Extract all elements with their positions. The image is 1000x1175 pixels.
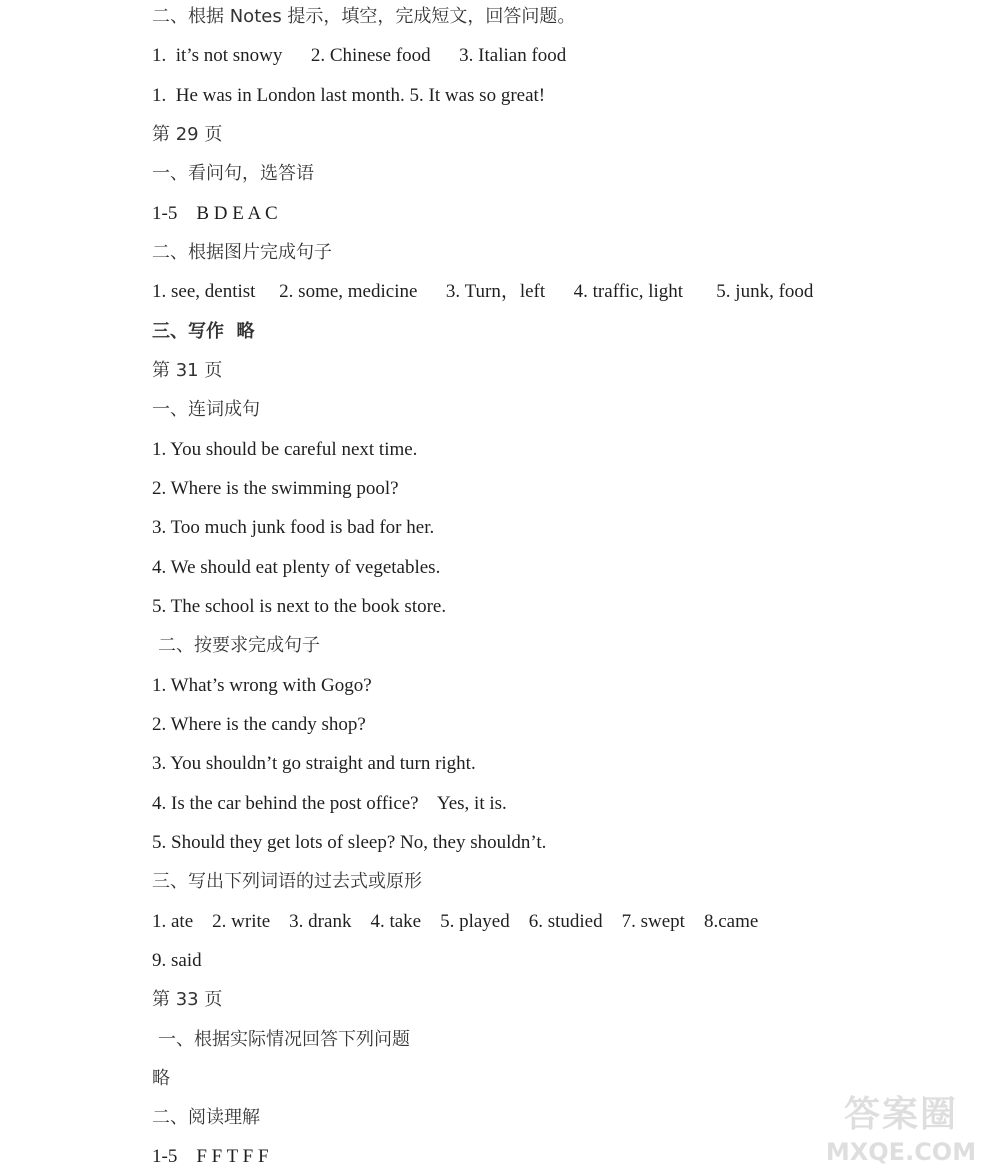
page-number-heading: 第 31 页 (152, 360, 223, 381)
answer-line: 5. Should they get lots of sleep? No, they shouldn’t. (152, 832, 547, 853)
section-heading: 一、连词成句 (152, 399, 260, 420)
page-number-heading: 第 29 页 (152, 124, 223, 145)
answer-line: 3. You shouldn’t go straight and turn right. (152, 753, 476, 774)
answer-line: 4. We should eat plenty of vegetables. (152, 557, 441, 578)
answer-line: 1-5 F F T F F (152, 1146, 269, 1167)
answer-line: 略 (152, 1068, 170, 1089)
answer-line: 9. said (152, 950, 202, 971)
watermark-title: 答案圈 (843, 1094, 958, 1135)
section-heading: 二、阅读理解 (152, 1107, 260, 1128)
page-number-heading: 第 33 页 (152, 989, 223, 1010)
answer-line: 1. What’s wrong with Gogo? (152, 675, 372, 696)
answer-line: 1. ate 2. write 3. drank 4. take 5. played 6. studied 7. swept 8.came (152, 911, 759, 932)
section-heading: 三、写出下列词语的过去式或原形 (152, 871, 422, 892)
site-watermark-logo (816, 1093, 986, 1171)
section-heading: 二、根据 Notes 提示，填空，完成短文，回答问题。 (152, 6, 576, 27)
answer-line: 1. see, dentist 2. some, medicine 3. Turn，left 4. traffic, light 5. junk, food (152, 281, 814, 302)
watermark-url: MXQE.COM (825, 1138, 977, 1166)
section-heading: 二、按要求完成句子 (158, 635, 320, 656)
answer-line: 4. Is the car behind the post office? Yes, it is. (152, 793, 507, 814)
section-heading: 二、根据图片完成句子 (152, 242, 332, 263)
answer-line: 1. You should be careful next time. (152, 439, 418, 460)
section-heading: 一、看问句，选答语 (152, 163, 314, 184)
answer-line: 2. Where is the swimming pool? (152, 478, 399, 499)
section-heading: 三、写作 略 (152, 321, 255, 342)
answer-line: 2. Where is the candy shop? (152, 714, 366, 735)
answer-line: 1. He was in London last month. 5. It was so great! (152, 85, 546, 106)
answer-line: 1. it’s not snowy 2. Chinese food 3. Italian food (152, 45, 567, 66)
answer-line: 1-5 B D E A C (152, 203, 278, 224)
answer-line: 3. Too much junk food is bad for her. (152, 517, 435, 538)
section-heading: 一、根据实际情况回答下列问题 (158, 1029, 410, 1050)
answer-line: 5. The school is next to the book store. (152, 596, 447, 617)
